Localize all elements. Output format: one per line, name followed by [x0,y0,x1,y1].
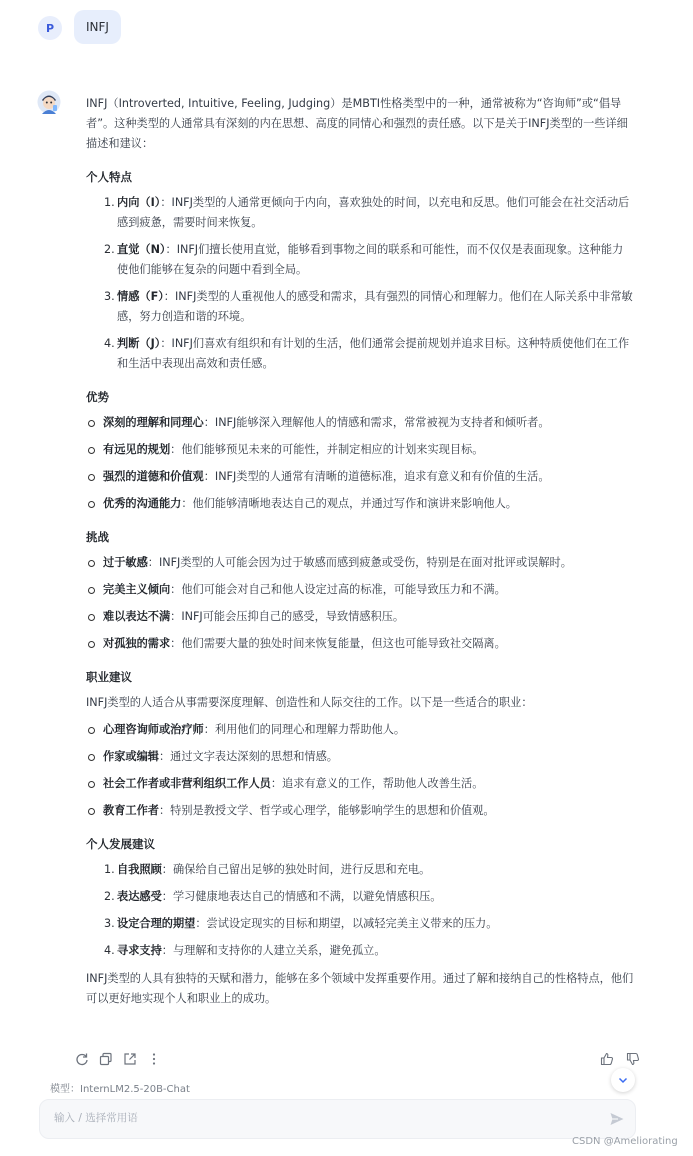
list-item [86,801,634,821]
item-title: 难以表达不满 [103,610,171,623]
list-item [104,887,634,907]
list-item [86,720,634,740]
item-text: ：他们能够预见未来的可能性，并制定相应的计划来实现目标。 [170,443,484,456]
intro-paragraph: INFJ（Introverted, Intuitive, Feeling, Judging）是MBTI性格类型中的一种，通常被称为“咨询师”或“倡导者”。这种类型的人通常具有深刻的内在思想、高度的同情心和强烈的责任感。以下是关于INFJ类型的一些详细描述和建议： [86,97,628,150]
bullet-icon [88,808,95,815]
bullet-icon [88,754,95,761]
more-options-icon[interactable] [147,1052,161,1066]
scroll-to-bottom-button[interactable] [611,1068,635,1092]
item-text: ：INFJ类型的人重视他人的感受和需求，具有强烈的同情心和理解力。他们在人际关系中非常敏感，努力创造和谐的环境。 [117,290,633,323]
message-toolbar [75,1052,161,1066]
list-item [104,193,634,233]
list-number: 3. [104,290,115,303]
item-text: ：利用他们的同理心和理解力帮助他人。 [203,723,406,736]
item-title: 完美主义倾向 [103,583,171,596]
item-title: 教育工作者 [103,804,159,817]
watermark: CSDN @Ameliorating [572,1136,678,1147]
chat-input-box [39,1099,636,1139]
share-icon[interactable] [123,1052,137,1066]
career-list [86,720,634,821]
bullet-icon [88,614,95,621]
growth-list [104,860,634,961]
career-intro: INFJ类型的人适合从事需要深度理解、创造性和人际交往的工作。以下是一些适合的职业： [86,696,533,709]
list-item [104,941,634,961]
list-item [86,413,634,433]
list-item [104,914,634,934]
thumbs-up-icon[interactable] [600,1052,614,1066]
list-item [104,287,634,327]
list-number: 2. [104,890,115,903]
list-item [104,334,634,374]
thumbs-down-icon[interactable] [626,1052,640,1066]
bullet-icon [88,587,95,594]
item-text: ：确保给自己留出足够的独处时间，进行反思和充电。 [161,863,431,876]
item-title: 自我照顾 [117,863,162,876]
list-item [86,747,634,767]
item-title: 寻求支持 [117,944,162,957]
copy-icon[interactable] [99,1052,113,1066]
challenges-list [86,553,634,654]
traits-list [104,193,634,374]
list-number: 4. [104,944,115,957]
career-heading: 职业建议 [86,670,132,684]
item-text: ：通过文字表达深刻的思想和情感。 [158,750,338,763]
item-text: ：尝试设定现实的目标和期望，以减轻完美主义带来的压力。 [195,917,498,930]
item-text: ：他们可能会对自己和他人设定过高的标准，可能导致压力和不满。 [170,583,506,596]
item-title: 判断（J） [117,337,161,350]
item-title: 过于敏感 [103,556,148,569]
list-item [86,494,634,514]
item-title: 深刻的理解和同理心 [103,416,204,429]
list-item [86,440,634,460]
item-text: ：INFJ类型的人通常有清晰的道德标准，追求有意义和有价值的生活。 [203,470,550,483]
item-text: ：INFJ们喜欢有组织和有计划的生活，他们通常会提前规划并追求目标。这种特质使他们在工作和生活中表现出高效和责任感。 [117,337,630,370]
list-number: 1. [104,196,115,209]
item-text: ：与理解和支持你的人建立关系，避免孤立。 [161,944,386,957]
assistant-answer [86,94,634,1020]
bullet-icon [88,781,95,788]
regenerate-icon[interactable] [75,1052,89,1066]
traits-heading: 个人特点 [86,170,132,184]
bullet-icon [88,447,95,454]
strengths-heading: 优势 [86,390,109,404]
list-number: 4. [104,337,115,350]
item-title: 有远见的规划 [103,443,171,456]
item-text: ：他们能够清晰地表达自己的观点，并通过写作和演讲来影响他人。 [181,497,517,510]
item-text: ：INFJ类型的人通常更倾向于内向，喜欢独处的时间，以充电和反思。他们可能会在社交活动后感到疲惫，需要时间来恢复。 [117,196,630,229]
bullet-icon [88,727,95,734]
item-title: 优秀的沟通能力 [103,497,182,510]
item-text: ：追求有意义的工作，帮助他人改善生活。 [270,777,484,790]
list-item [86,467,634,487]
user-message-row [38,10,121,44]
item-title: 情感（F） [117,290,164,303]
chat-input[interactable] [52,1111,596,1125]
challenges-heading: 挑战 [86,530,109,544]
item-title: 设定合理的期望 [117,917,196,930]
bullet-icon [88,501,95,508]
list-item [104,240,634,280]
item-text: ：学习健康地表达自己的情感和不满，以避免情感积压。 [161,890,442,903]
bullet-icon [88,560,95,567]
bullet-icon [88,474,95,481]
strengths-list [86,413,634,514]
item-title: 直觉（N） [117,243,166,256]
send-icon[interactable] [609,1111,625,1127]
list-item [86,634,634,654]
item-title: 表达感受 [117,890,162,903]
bullet-icon [88,641,95,648]
list-item [86,580,634,600]
list-item [104,860,634,880]
user-avatar: P [38,16,62,40]
list-number: 2. [104,243,115,256]
conclusion-paragraph: INFJ类型的人具有独特的天赋和潜力，能够在多个领域中发挥重要作用。通过了解和接纳自己的性格特点，他们可以更好地实现个人和职业上的成功。 [86,972,634,1005]
user-message-bubble: INFJ [74,10,121,44]
growth-heading: 个人发展建议 [86,837,155,851]
item-text: ：INFJ类型的人可能会因为过于敏感而感到疲惫或受伤，特别是在面对批评或误解时。 [147,556,572,569]
list-number: 1. [104,863,115,876]
list-item [86,607,634,627]
item-text: ：他们需要大量的独处时间来恢复能量，但这也可能导致社交隔离。 [170,637,506,650]
feedback-toolbar [600,1052,640,1066]
item-text: ：INFJ可能会压抑自己的感受，导致情感积压。 [170,610,405,623]
item-title: 心理咨询师或治疗师 [103,723,204,736]
item-title: 社会工作者或非营利组织工作人员 [103,777,271,790]
bullet-icon [88,420,95,427]
item-text: ：INFJ们擅长使用直觉，能够看到事物之间的联系和可能性，而不仅仅是表面现象。这种能力使他们能够在复杂的问题中看到全局。 [117,243,624,276]
item-title: 内向（I） [117,196,161,209]
chevron-down-icon [617,1074,629,1086]
assistant-avatar-icon [37,90,61,114]
model-label: 模型：InternLM2.5-20B-Chat [50,1084,190,1095]
list-item [86,553,634,573]
item-title: 对孤独的需求 [103,637,171,650]
item-title: 作家或编辑 [103,750,159,763]
list-item [86,774,634,794]
item-text: ：INFJ能够深入理解他人的情感和需求，常常被视为支持者和倾听者。 [203,416,550,429]
list-number: 3. [104,917,115,930]
item-title: 强烈的道德和价值观 [103,470,204,483]
item-text: ：特别是教授文学、哲学或心理学，能够影响学生的思想和价值观。 [158,804,495,817]
